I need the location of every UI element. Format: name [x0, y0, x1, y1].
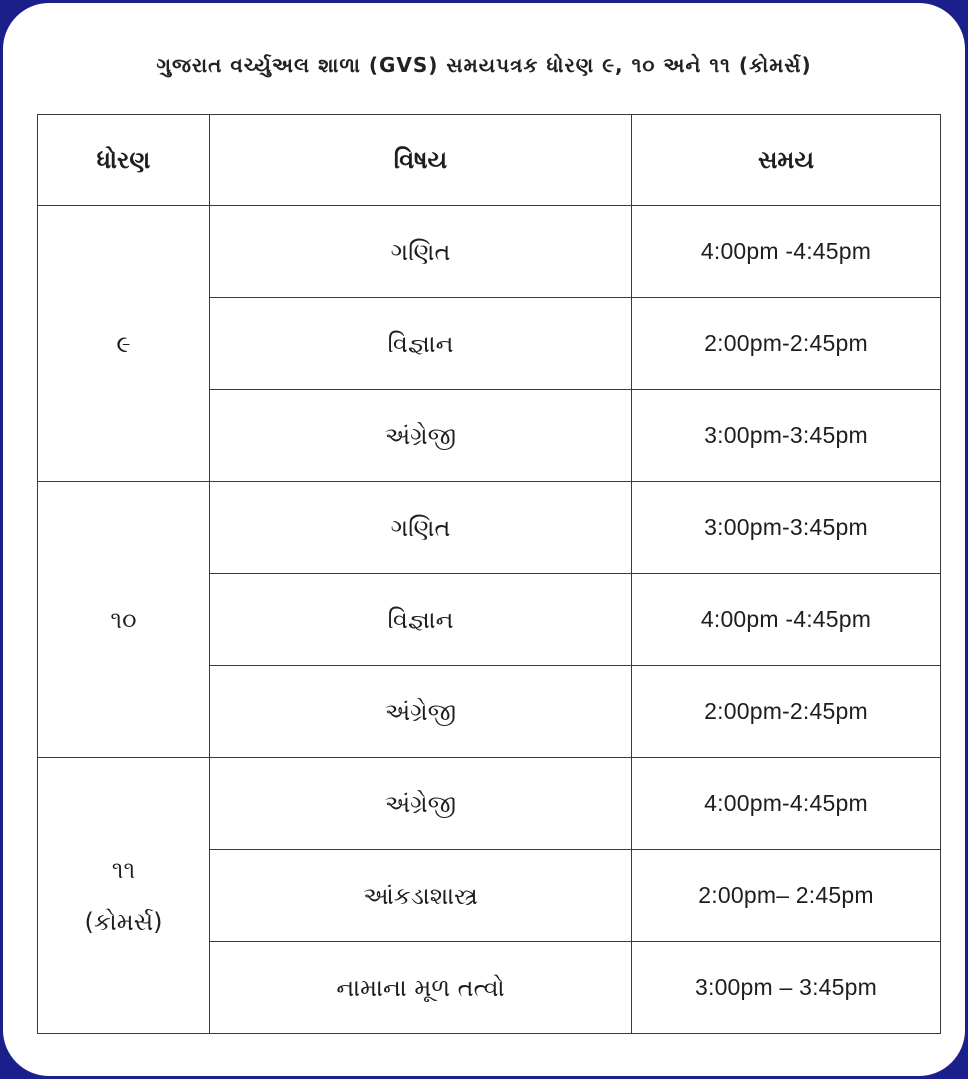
table-header-row — [38, 115, 941, 206]
subject-cell: નામાના મૂળ તત્વો — [210, 942, 632, 1034]
timetable-page — [3, 3, 965, 1076]
time-cell: 2:00pm-2:45pm — [632, 298, 941, 390]
subject-cell: આંકડાશાસ્ત્ર — [210, 850, 632, 942]
header-subject: વિષય — [210, 115, 632, 206]
time-cell: 4:00pm -4:45pm — [632, 206, 941, 298]
time-cell: 3:00pm – 3:45pm — [632, 942, 941, 1034]
timetable — [37, 114, 941, 1034]
time-cell: 4:00pm -4:45pm — [632, 574, 941, 666]
header-standard: ધોરણ — [38, 115, 210, 206]
table-row — [38, 206, 941, 298]
subject-cell: ગણિત — [210, 482, 632, 574]
table-row — [38, 482, 941, 574]
standard-cell — [38, 758, 210, 1034]
header-time: સમય — [632, 115, 941, 206]
standard-number: ૯ — [116, 329, 131, 358]
standard-number: ૧૦ — [110, 605, 137, 634]
standard-number: ૧૧ — [111, 855, 136, 884]
subject-cell: અંગ્રેજી — [210, 390, 632, 482]
time-cell: 3:00pm-3:45pm — [632, 482, 941, 574]
time-cell: 2:00pm– 2:45pm — [632, 850, 941, 942]
standard-stream: (કોમર્સ) — [84, 907, 163, 936]
table-row — [38, 758, 941, 850]
standard-cell — [38, 482, 210, 758]
subject-cell: વિજ્ઞાન — [210, 298, 632, 390]
subject-cell: અંગ્રેજી — [210, 758, 632, 850]
time-cell: 3:00pm-3:45pm — [632, 390, 941, 482]
standard-cell — [38, 206, 210, 482]
time-cell: 4:00pm-4:45pm — [632, 758, 941, 850]
subject-cell: વિજ્ઞાન — [210, 574, 632, 666]
subject-cell: ગણિત — [210, 206, 632, 298]
page-title: ગુજરાત વર્ચ્યુઅલ શાળા (GVS) સમયપત્રક ધોરણ ૯, ૧૦ અને ૧૧ (કોમર્સ) — [156, 53, 812, 77]
time-cell: 2:00pm-2:45pm — [632, 666, 941, 758]
subject-cell: અંગ્રેજી — [210, 666, 632, 758]
